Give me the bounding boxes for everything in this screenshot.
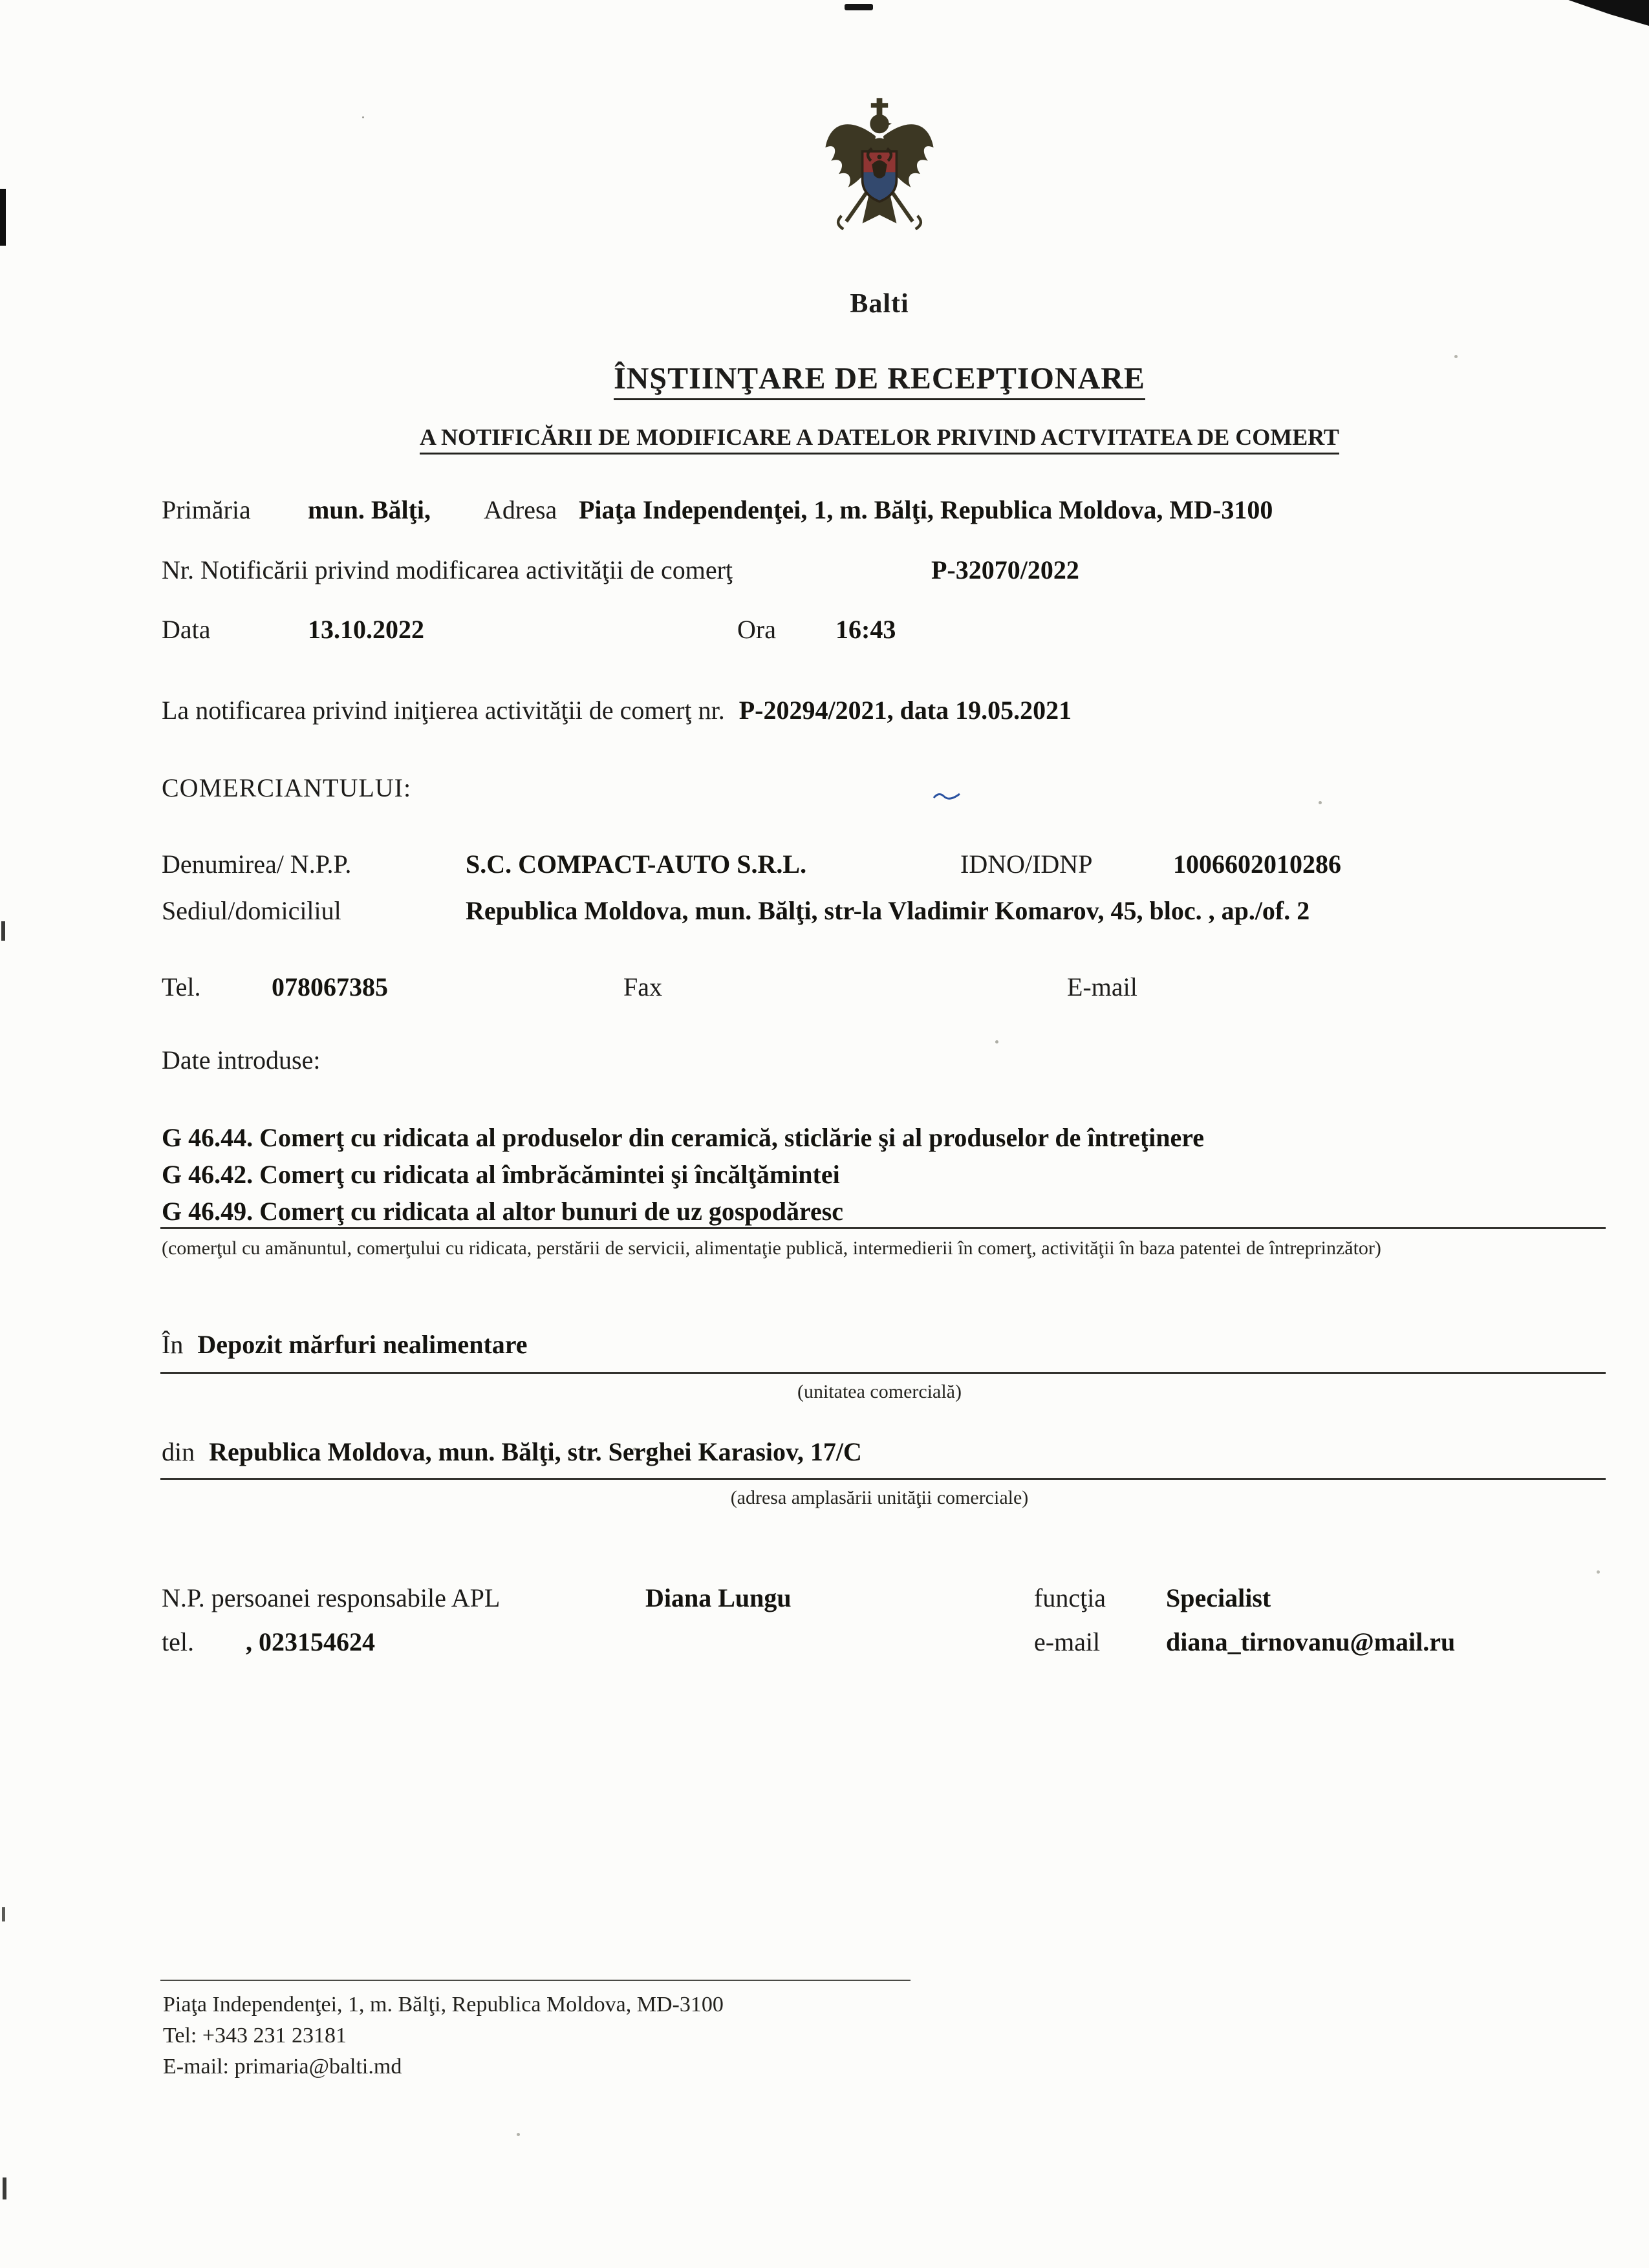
initiere-label: La notificarea privind iniţierea activităţii de comerţ nr. [162,696,725,725]
scan-edge-mark [845,4,873,10]
divider-line [160,1227,1606,1229]
functia-value: Specialist [1166,1583,1271,1612]
resp-tel-label: tel. [162,1627,194,1656]
footer-divider-line [160,1980,911,1981]
functia-label: funcţia [1034,1583,1106,1612]
responsible-person-row [162,1583,1597,1620]
initiere-value: P-20294/2021, data 19.05.2021 [738,696,1072,725]
merchant-section-header: COMERCIANTULUI: [162,773,412,802]
tel-label: Tel. [162,972,201,1001]
nr-value: P-32070/2022 [931,555,1079,584]
unit-value: Depozit mărfuri nealimentare [197,1330,528,1359]
scan-edge-mark [1,921,5,941]
activity-line: G 46.42. Comerţ cu ridicata al îmbrăcămintei şi încălţămintei [162,1160,840,1189]
in-label: În [162,1330,184,1359]
divider-line [160,1478,1606,1480]
np-value: Diana Lungu [645,1583,792,1612]
idno-value: 1006602010286 [1173,850,1341,879]
scan-edge-mark [3,2177,6,2199]
primaria-row [162,495,1597,532]
resp-tel-value: , 023154624 [246,1627,375,1656]
data-entered-header: Date introduse: [162,1045,321,1075]
company-address-row [162,895,1597,933]
data-value: 13.10.2022 [308,615,424,644]
document-title: ÎNŞTIINŢARE DE RECEPŢIONARE [162,361,1597,400]
unit-address-caption: (adresa amplasării unităţii comerciale) [730,1487,1029,1508]
unit-address-value: Republica Moldova, mun. Bălţi, str. Serghei Karasiov, 17/C [209,1437,862,1466]
moldova-coat-of-arms-icon [823,96,936,268]
sediu-label: Sediul/domiciliul [162,896,341,925]
email-label: E-mail [1067,972,1137,1001]
footer-address: Piaţa Independenţei, 1, m. Bălţi, Republica Moldova, MD-3100 [163,1993,724,2017]
activity-line: G 46.44. Comerţ cu ridicata al produselor din ceramică, sticlărie şi al produselor de întreţinere [162,1123,1205,1152]
unit-address-row [162,1437,1597,1467]
responsible-contact-row [162,1627,1597,1664]
fax-label: Fax [623,972,662,1001]
divider-line [160,1372,1606,1374]
primaria-value: mun. Bălţi, [308,495,431,524]
primaria-label: Primăria [162,495,251,524]
denumire-label: Denumirea/ N.P.P. [162,850,352,879]
adresa-label: Adresa [484,495,557,524]
unit-caption: (unitatea comercială) [797,1381,962,1402]
nr-label: Nr. Notificării privind modificarea activităţii de comerţ [162,555,733,584]
city-name: Balti [850,289,909,319]
date-time-row [162,614,1597,652]
resp-email-value: diana_tirnovanu@mail.ru [1166,1627,1456,1656]
idno-label: IDNO/IDNP [960,850,1093,879]
ora-value: 16:43 [835,615,896,644]
data-label: Data [162,615,211,644]
initial-notification-row [162,695,1597,725]
activity-line: G 46.49. Comerţ cu ridicata al altor bunuri de uz gospodăresc [162,1197,844,1226]
resp-email-label: e-mail [1034,1627,1101,1656]
footer-tel: Tel: +343 231 23181 [163,2024,347,2048]
company-name-row [162,849,1597,886]
notification-number-row [162,555,1597,592]
ora-label: Ora [737,615,776,644]
sediu-value: Republica Moldova, mun. Bălţi, str-la Vladimir Komarov, 45, bloc. , ap./of. 2 [466,896,1310,925]
adresa-value: Piaţa Independenţei, 1, m. Bălţi, Republica Moldova, MD-3100 [579,495,1273,524]
document-subtitle: A NOTIFICĂRII DE MODIFICARE A DATELOR PRIVIND ACTVITATEA DE COMERT [162,423,1597,455]
scan-corner-mark [1551,0,1649,26]
tel-value: 078067385 [272,972,388,1001]
contact-row [162,972,1597,1009]
commercial-unit-row [162,1329,1597,1360]
activities-note: (comerţul cu amănuntul, comerţului cu ridicata, perstării de servicii, alimentaţie publică, intermedierii în comerţ, activităţii în baza patentei de întreprinzător) [162,1237,1381,1259]
footer-email: E-mail: primaria@balti.md [163,2055,402,2079]
scan-edge-mark [0,189,6,246]
scan-edge-mark [2,1907,5,1921]
denumire-value: S.C. COMPACT-AUTO S.R.L. [466,850,807,879]
din-label: din [162,1437,195,1466]
np-label: N.P. persoanei responsabile APL [162,1583,501,1612]
scan-noise-specks [362,116,364,118]
